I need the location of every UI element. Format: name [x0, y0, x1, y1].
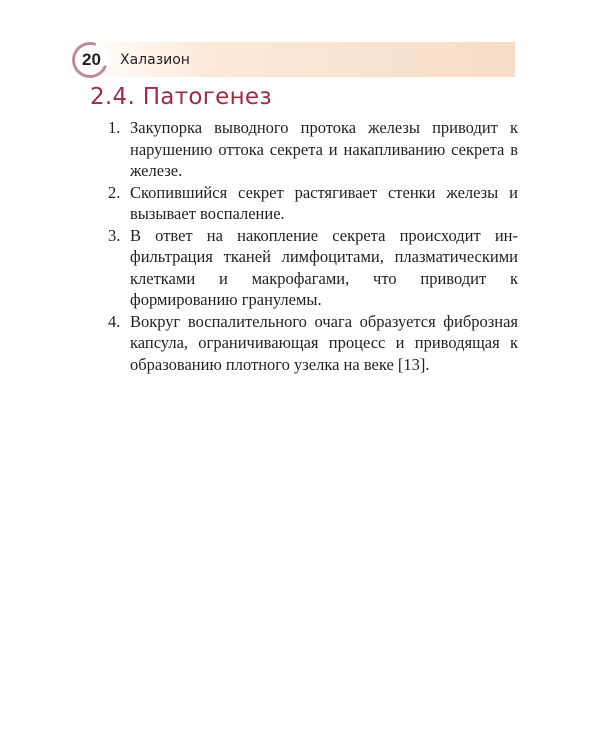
running-title: Халазион: [120, 52, 190, 68]
list-item-number: 1.: [108, 118, 121, 137]
list-item-text: В ответ на накопление секрета происходит инфильтрация тканей лимфоцитами, плазматическими клетками и макрофагами, что приводит к формированию гранулемы.: [130, 225, 518, 309]
list-item: [108, 225, 518, 311]
list-item: [108, 311, 518, 376]
list-item: [108, 182, 518, 225]
list-item-number: 3.: [108, 225, 121, 245]
pathogenesis-list: [108, 117, 518, 375]
page-number: 20: [82, 50, 101, 69]
list-item-text: Скопившийся секрет растягивает стенки железы и вызывает воспаление.: [130, 182, 518, 223]
list-item-number: 2.: [108, 182, 121, 202]
list-item-text: Закупорка выводного протока железы приводит к нарушению оттока секрета и накапливанию секрета в железе.: [130, 118, 518, 180]
list-item-text: Вокруг воспалительного очага образуется фиброзная капсула, ограничивающая процесс и приводящая к образованию плотного узелка на веке [13].: [130, 311, 518, 374]
list-item: [108, 117, 518, 182]
list-item-number: 4.: [108, 311, 121, 331]
section-title: 2.4. Патогенез: [90, 84, 272, 110]
